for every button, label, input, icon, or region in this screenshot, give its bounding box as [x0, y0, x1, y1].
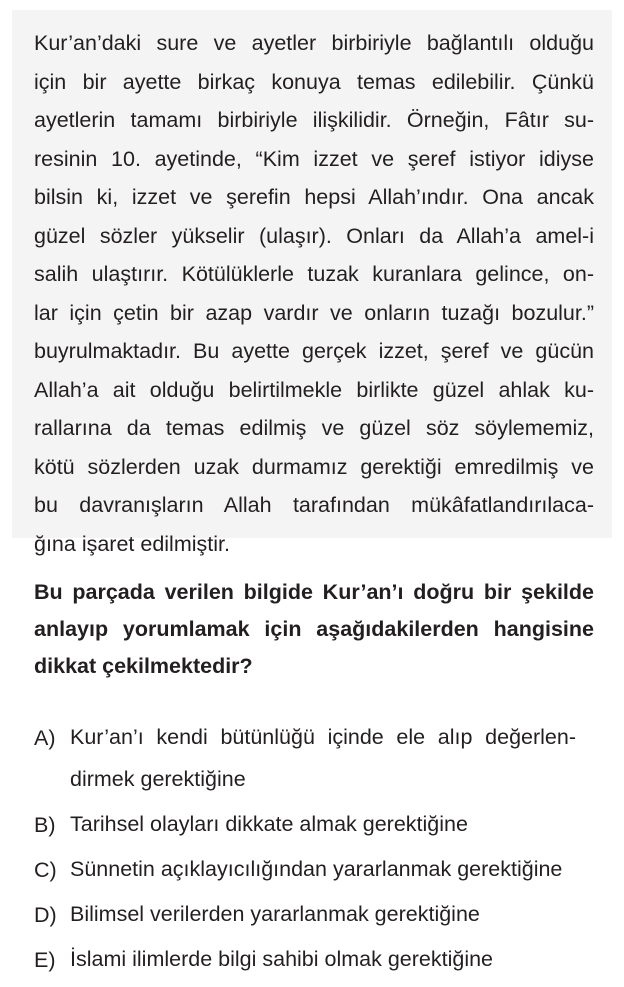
passage-line: lar için çetin bir azap vardır ve onların tuzağı bozulur.” [34, 300, 594, 325]
option-text [70, 848, 576, 890]
option-letter: B) [34, 813, 56, 837]
option-c[interactable] [34, 848, 604, 893]
passage-line: ğına işaret edilmiştir. [34, 531, 230, 556]
passage-line: kötü sözlerden uzak durmamız gerektiği emredilmiş ve [34, 454, 594, 479]
option-e[interactable] [34, 938, 604, 983]
option-letter: D) [34, 903, 57, 927]
option-d[interactable] [34, 893, 604, 938]
option-line: Bilimsel verilerden yararlanmak gerektiğine [70, 902, 480, 926]
option-b[interactable] [34, 803, 604, 848]
option-text [70, 803, 576, 845]
passage-line: salih ulaştırır. Kötülüklerle tuzak kuranlara gelince, on- [34, 262, 594, 286]
question-stem [34, 574, 594, 685]
answer-options [34, 716, 604, 983]
option-text [70, 893, 576, 935]
option-line: Tarihsel olayları dikkate almak gerektiğine [70, 812, 468, 836]
passage-line: Allah’a ait olduğu belirtilmekle birlikte güzel ahlak ku- [34, 377, 594, 402]
passage-line: resinin 10. ayetinde, “Kim izzet ve şeref istiyor idiyse [34, 146, 594, 171]
option-letter: E) [34, 948, 56, 972]
passage-line: güzel sözler yükselir (ulaşır). Onları da Allah’a amel-i [34, 223, 594, 248]
passage-line: bilsin ki, izzet ve şerefin hepsi Allah’ındır. Ona ancak [34, 185, 594, 209]
option-line: dirmek gerektiğine [70, 767, 246, 791]
passage-text [34, 24, 594, 563]
passage-line: için bir ayette birkaç konuya temas edilebilir. Çünkü [34, 69, 594, 94]
option-line: Sünnetin açıklayıcılığından yararlanmak gerektiğine [70, 857, 563, 881]
option-line: İslami ilimlerde bilgi sahibi olmak gerektiğine [70, 947, 494, 971]
option-line: Kur’an’ı kendi bütünlüğü içinde ele alıp değerlen- [70, 725, 576, 749]
question-line: anlayıp yorumlamak için aşağıdakilerden hangisine [34, 617, 594, 641]
passage-line: buyrulmaktadır. Bu ayette gerçek izzet, şeref ve gücün [34, 339, 594, 363]
option-letter: C) [34, 858, 57, 882]
option-a[interactable] [34, 716, 604, 803]
passage-line: Kur’an’daki sure ve ayetler birbiriyle bağlantılı olduğu [34, 31, 594, 55]
passage-line: rallarına da temas edilmiş ve güzel söz söylememiz, [34, 416, 594, 440]
passage-line: bu davranışların Allah tarafından mükâfatlandırılaca- [34, 493, 594, 517]
passage-line: ayetlerin tamamı birbiriyle ilişkilidir. Örneğin, Fâtır su- [34, 108, 594, 132]
option-text [70, 716, 576, 800]
question-line: dikkat çekilmektedir? [34, 654, 253, 678]
option-text [70, 938, 576, 980]
option-letter: A) [34, 726, 56, 750]
question-line: Bu parçada verilen bilgide Kur’an’ı doğru bir şekilde [34, 580, 594, 604]
